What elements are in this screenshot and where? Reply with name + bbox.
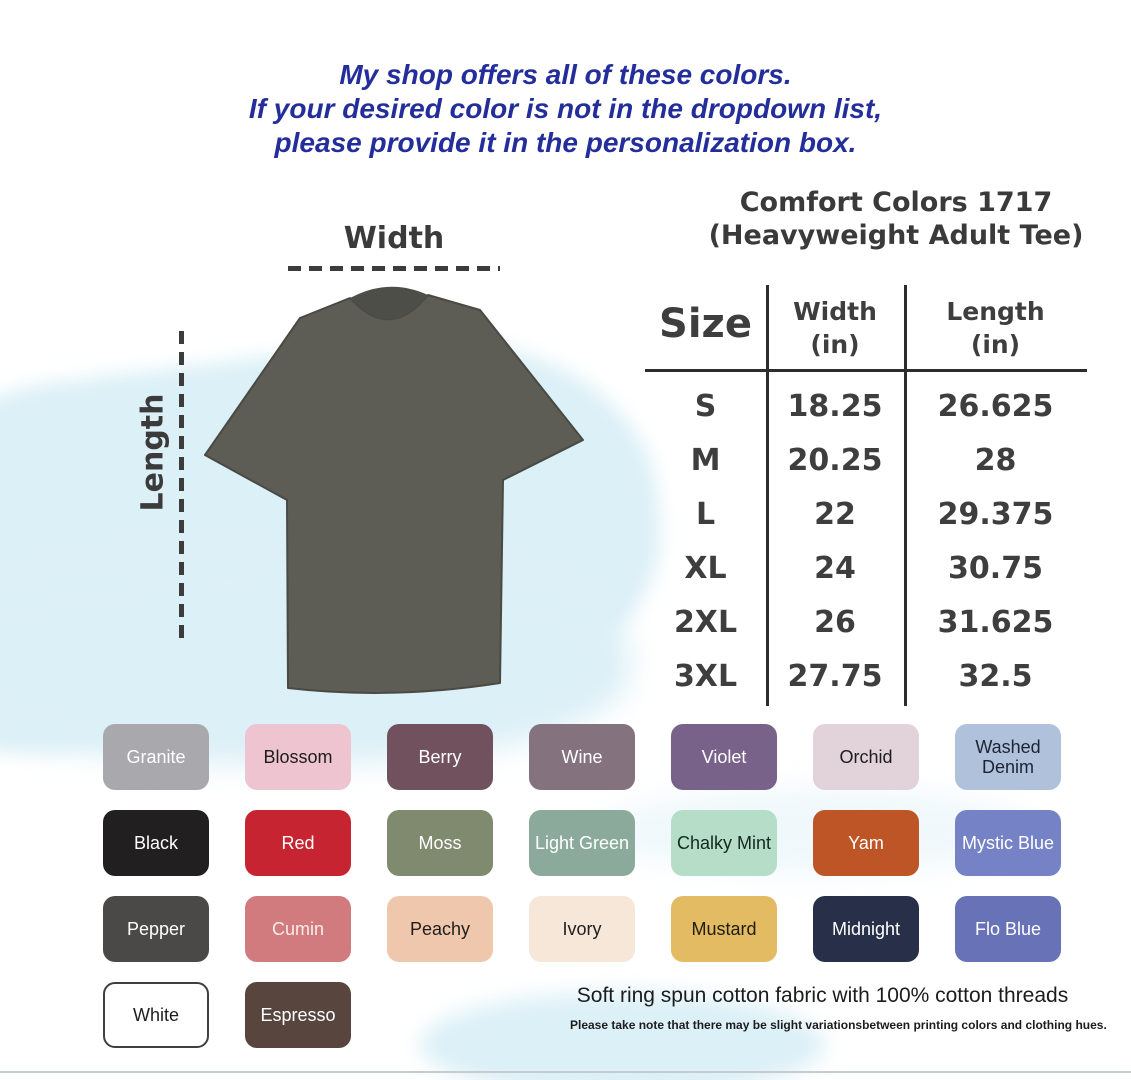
swatch-label: Wine xyxy=(561,747,603,767)
width-column-header xyxy=(766,295,904,361)
color-swatch-pepper xyxy=(103,896,209,962)
width-cell: 20.25 xyxy=(787,442,883,478)
swatch-label: Red xyxy=(281,833,315,853)
color-swatch-orchid xyxy=(813,724,919,790)
color-swatch-cumin xyxy=(245,896,351,962)
swatch-label: Blossom xyxy=(263,747,333,767)
size-cell: XL xyxy=(684,550,727,586)
color-swatch-blossom xyxy=(245,724,351,790)
swatch-label: Washed Denim xyxy=(975,737,1041,777)
swatch-label: Moss xyxy=(418,833,462,853)
hero-line-1: My shop offers all of these colors. xyxy=(339,59,792,90)
product-title-block xyxy=(700,186,1092,252)
product-subtitle: (Heavyweight Adult Tee) xyxy=(708,220,1084,251)
color-swatch-granite xyxy=(103,724,209,790)
size-table xyxy=(645,283,1087,711)
length-column-header xyxy=(904,295,1087,361)
swatch-label: Flo Blue xyxy=(974,919,1042,939)
length-cell: 28 xyxy=(974,442,1017,478)
color-swatch-wine xyxy=(529,724,635,790)
color-swatch-red xyxy=(245,810,351,876)
color-swatch-espresso xyxy=(245,982,351,1048)
length-cell: 29.375 xyxy=(937,496,1054,532)
swatch-label: Mystic Blue xyxy=(961,833,1055,853)
color-swatch-berry xyxy=(387,724,493,790)
color-swatch-mustard xyxy=(671,896,777,962)
size-column-header: Size xyxy=(659,301,752,347)
length-cell: 30.75 xyxy=(948,550,1043,586)
hero-line-2: If your desired color is not in the dropdown list, xyxy=(248,93,883,124)
width-cell: 18.25 xyxy=(787,388,883,424)
size-cell: 2XL xyxy=(673,604,738,640)
size-cell: 3XL xyxy=(673,658,738,694)
fabric-note: Soft ring spun cotton fabric with 100% cotton threads xyxy=(576,984,1069,1007)
size-cell: S xyxy=(694,388,717,424)
length-column-header-label: Length xyxy=(946,297,1045,326)
length-cell: 32.5 xyxy=(958,658,1033,694)
size-cell: L xyxy=(695,496,716,532)
swatch-label: Ivory xyxy=(562,919,602,939)
swatch-label: Midnight xyxy=(831,919,901,939)
swatch-label: Black xyxy=(133,833,178,853)
swatch-label: Chalky Mint xyxy=(676,833,772,853)
swatch-label: Orchid xyxy=(839,747,893,767)
tshirt-image xyxy=(195,285,590,700)
swatch-label: Peachy xyxy=(409,919,471,939)
color-swatch-violet xyxy=(671,724,777,790)
swatch-label: Espresso xyxy=(260,1005,336,1025)
length-cell: 31.625 xyxy=(937,604,1054,640)
swatch-label: Yam xyxy=(848,833,884,853)
swatch-label: Cumin xyxy=(271,919,324,939)
width-column-header-label: Width xyxy=(793,297,877,326)
width-label: Width xyxy=(343,221,445,256)
color-swatch-flo-blue xyxy=(955,896,1061,962)
table-header-divider xyxy=(645,369,1087,372)
width-column-header-unit: (in) xyxy=(810,330,860,359)
swatch-label: Mustard xyxy=(691,919,757,939)
swatch-label: Violet xyxy=(701,747,747,767)
color-swatch-chalky-mint xyxy=(671,810,777,876)
swatch-label: Pepper xyxy=(126,919,186,939)
swatch-label: Light Green xyxy=(534,833,630,853)
swatch-label: Berry xyxy=(418,747,462,767)
length-column-header-unit: (in) xyxy=(970,330,1021,359)
width-measure-line xyxy=(288,266,500,271)
width-cell: 26 xyxy=(814,604,856,640)
color-swatch-mystic-blue xyxy=(955,810,1061,876)
length-measure-line xyxy=(179,331,184,638)
color-swatch-white xyxy=(103,982,209,1048)
product-title: Comfort Colors 1717 xyxy=(739,187,1053,218)
tshirt-body xyxy=(205,295,583,693)
length-label: Length xyxy=(135,393,171,512)
width-cell: 24 xyxy=(814,550,856,586)
color-swatch-yam xyxy=(813,810,919,876)
swatch-label: Granite xyxy=(126,747,186,767)
color-swatch-peachy xyxy=(387,896,493,962)
length-cell: 26.625 xyxy=(937,388,1054,424)
width-cell: 22 xyxy=(814,496,856,532)
color-swatch-black xyxy=(103,810,209,876)
color-swatch-midnight xyxy=(813,896,919,962)
color-swatch-moss xyxy=(387,810,493,876)
color-swatch-ivory xyxy=(529,896,635,962)
size-cell: M xyxy=(690,442,721,478)
bottom-edge-line xyxy=(0,1071,1131,1073)
hero-line-3: please provide it in the personalization box. xyxy=(274,127,857,158)
color-swatch-washed-denim xyxy=(955,724,1061,790)
variation-note: Please take note that there may be slight variationsbetween printing colors and clothing hues. xyxy=(570,1018,1107,1032)
size-table-body xyxy=(645,379,1087,703)
swatch-label: White xyxy=(132,1005,179,1025)
color-swatch-light-green xyxy=(529,810,635,876)
width-cell: 27.75 xyxy=(787,658,883,694)
hero-text xyxy=(0,58,1131,160)
